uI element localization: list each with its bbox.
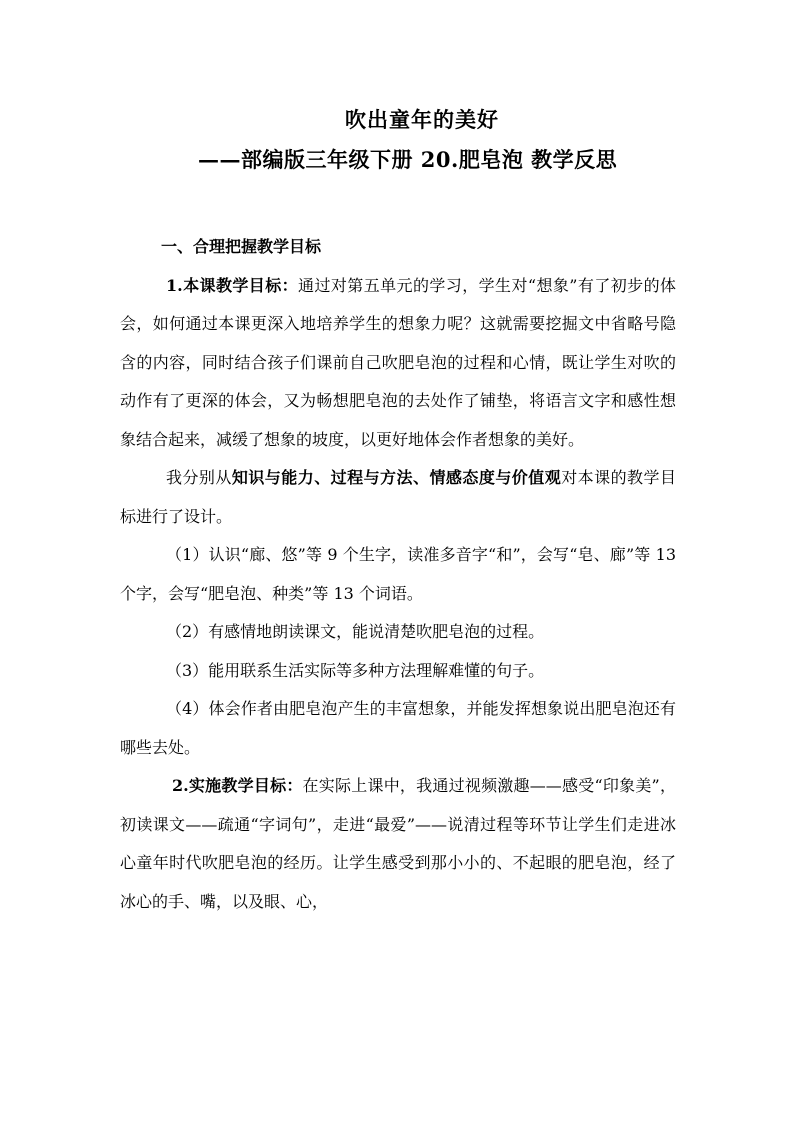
document-subtitle: ——部编版三年级下册 20.肥皂泡 教学反思 [198, 147, 618, 172]
goal-item-1: （1）认识“廊、悠”等 9 个生字，读准多音字“和”，会写“皂、廊”等 13 个字，会写“肥皂泡、种类”等 13 个词语。 [120, 545, 676, 603]
paragraph-emphasis: 知识与能力、过程与方法、情感态度与价值观 [231, 468, 562, 487]
goal-item-3: （3）能用联系生活实际等多种方法理解难懂的句子。 [166, 660, 545, 680]
paragraph-text: 在实际上课中，我通过视频激趣——感受“印象美”，初读课文——疏通“字词句”，走进“最爱”——说清过程等环节让学生们走进冰心童年时代吹肥皂泡的经历。让学生感受到那小小的、不起眼的肥皂泡，经了冰心的手、嘴，以及眼、心， [120, 776, 676, 911]
paragraph-text-pre: 我分别从 [166, 468, 232, 487]
paragraph-implementation [120, 767, 676, 921]
paragraph-label: 2.实施教学目标： [172, 776, 303, 795]
paragraph-teaching-goals [120, 267, 676, 460]
paragraph-label: 1.本课教学目标： [166, 275, 299, 295]
goal-item-2: （2）有感情地朗读课文，能说清楚吹肥皂泡的过程。 [166, 622, 545, 641]
paragraph-text: 通过对第五单元的学习，学生对“想象”有了初步的体会，如何通过本课更深入地培养学生的想象力呢？这就需要挖掘文中省略号隐含的内容，同时结合孩子们课前自己吹肥皂泡的过程和心情，既让学生对吹的动作有了更深的体会，又为畅想肥皂泡的去处作了铺垫，将语言文字和感性想象结合起来，减缓了想象的坡度，以更好地体会作者想象的美好。 [120, 275, 676, 449]
goal-item-4: （4）体会作者由肥皂泡产生的丰富想象，并能发挥想象说出肥皂泡还有哪些去处。 [120, 699, 676, 757]
document-title: 吹出童年的美好 [345, 107, 499, 132]
section-heading: 一、合理把握教学目标 [161, 237, 322, 256]
paragraph-text-post: 对本课的教学目标进行了设计。 [120, 468, 676, 526]
paragraph-design [120, 459, 676, 536]
document-body [120, 228, 676, 921]
